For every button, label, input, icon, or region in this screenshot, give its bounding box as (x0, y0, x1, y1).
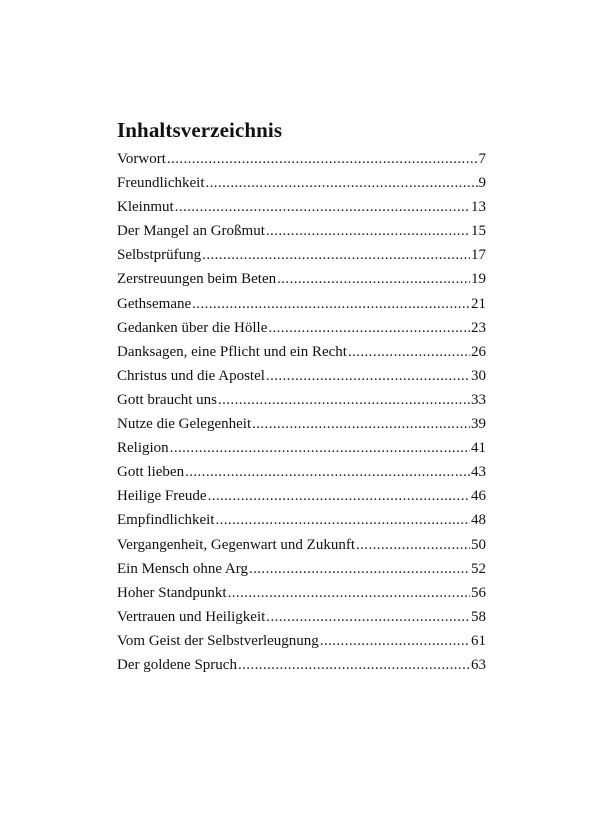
toc-dot-leader (266, 364, 470, 388)
toc-entry-title: Heilige Freude (117, 488, 207, 505)
toc-dot-leader (228, 581, 470, 605)
toc-dot-leader (205, 171, 477, 195)
toc-entry (117, 533, 486, 557)
toc-entry-page-number: 13 (471, 199, 486, 216)
toc-dot-leader (170, 436, 470, 460)
toc-entry-page-number: 23 (471, 319, 486, 336)
toc-entry (117, 267, 486, 291)
toc-entry-title: Gott lieben (117, 464, 185, 481)
toc-dot-leader (175, 195, 470, 219)
toc-entry-page-number: 26 (471, 343, 486, 360)
toc-entry-page-number: 63 (471, 656, 486, 673)
toc-dot-leader (277, 267, 470, 291)
toc-entry-title: Christus und die Apostel (117, 367, 265, 384)
toc-entry-title: Der Mangel an Großmut (117, 223, 265, 240)
toc-entry-page-number: 61 (471, 632, 486, 649)
toc-entry-page-number: 17 (471, 247, 486, 264)
toc-heading: Inhaltsverzeichnis (117, 118, 283, 142)
toc-entry-title: Nutze die Gelegenheit (117, 416, 252, 433)
toc-entry-title: Gott braucht uns (117, 391, 217, 408)
toc-dot-leader (208, 484, 470, 508)
toc-entry-page-number: 9 (478, 175, 486, 192)
toc-dot-leader (167, 147, 478, 171)
toc-entry-title: Kleinmut (117, 199, 174, 216)
toc-dot-leader (266, 605, 470, 629)
toc-entry-page-number: 15 (471, 223, 486, 240)
toc-entry-page-number: 33 (471, 391, 486, 408)
toc-entry-title: Vertrauen und Heiligkeit (117, 608, 266, 625)
toc-entry (117, 292, 486, 316)
toc-entry-title: Vorwort (117, 151, 166, 167)
toc-entry (117, 243, 486, 267)
toc-dot-leader (252, 412, 470, 436)
toc-entry-title: Selbstprüfung (117, 247, 202, 264)
toc-dot-leader (238, 653, 470, 677)
toc-entry-title: Vergangenheit, Gegenwart und Zukunft (117, 536, 355, 553)
toc-dot-leader (356, 533, 470, 557)
toc-dot-leader (249, 557, 470, 581)
toc-dot-leader (192, 292, 470, 316)
toc-entry (117, 629, 486, 653)
toc-dot-leader (320, 629, 470, 653)
table-of-contents (117, 116, 486, 677)
toc-dot-leader (215, 508, 470, 532)
toc-entry-page-number: 30 (471, 367, 486, 384)
toc-entry-page-number: 56 (471, 584, 486, 601)
toc-entry-title: Gedanken über die Hölle (117, 319, 268, 336)
toc-entry-title: Vom Geist der Selbstverleugnung (117, 632, 319, 649)
toc-entry (117, 508, 486, 532)
toc-entry-page-number: 7 (478, 151, 486, 167)
toc-entry-title: Freundlichkeit (117, 175, 205, 192)
toc-dot-leader (202, 243, 470, 267)
toc-dot-leader (348, 340, 470, 364)
toc-entry (117, 484, 486, 508)
toc-entry (117, 171, 486, 195)
toc-entry (117, 195, 486, 219)
toc-entry (117, 581, 486, 605)
toc-entry-page-number: 52 (471, 560, 486, 577)
toc-entry-page-number: 39 (471, 416, 486, 433)
toc-entry-title: Empfindlichkeit (117, 512, 215, 529)
toc-entry (117, 364, 486, 388)
toc-entry-title: Der goldene Spruch (117, 656, 237, 673)
toc-entry-page-number: 46 (471, 488, 486, 505)
toc-entry-title: Danksagen, eine Pflicht und ein Recht (117, 343, 347, 360)
toc-entry (117, 557, 486, 581)
toc-entry-page-number: 48 (471, 512, 486, 529)
toc-entry (117, 388, 486, 412)
toc-entry (117, 605, 486, 629)
toc-entry-title: Hoher Standpunkt (117, 584, 227, 601)
toc-entry-page-number: 43 (471, 464, 486, 481)
toc-list (117, 147, 486, 677)
toc-entry (117, 147, 486, 171)
toc-entry-page-number: 50 (471, 536, 486, 553)
toc-entry-title: Ein Mensch ohne Arg (117, 560, 248, 577)
toc-entry (117, 219, 486, 243)
toc-entry-page-number: 58 (471, 608, 486, 625)
toc-entry-page-number: 21 (471, 295, 486, 312)
toc-entry-page-number: 41 (471, 440, 486, 457)
toc-entry (117, 653, 486, 677)
toc-entry (117, 460, 486, 484)
toc-dot-leader (218, 388, 470, 412)
toc-entry-page-number: 19 (471, 271, 486, 288)
toc-entry (117, 340, 486, 364)
toc-entry (117, 316, 486, 340)
toc-entry-title: Gethsemane (117, 295, 192, 312)
toc-entry-title: Zerstreuungen beim Beten (117, 271, 277, 288)
toc-entry (117, 412, 486, 436)
toc-entry-title: Religion (117, 440, 169, 457)
toc-dot-leader (268, 316, 470, 340)
toc-dot-leader (266, 219, 470, 243)
toc-dot-leader (185, 460, 470, 484)
toc-entry (117, 436, 486, 460)
